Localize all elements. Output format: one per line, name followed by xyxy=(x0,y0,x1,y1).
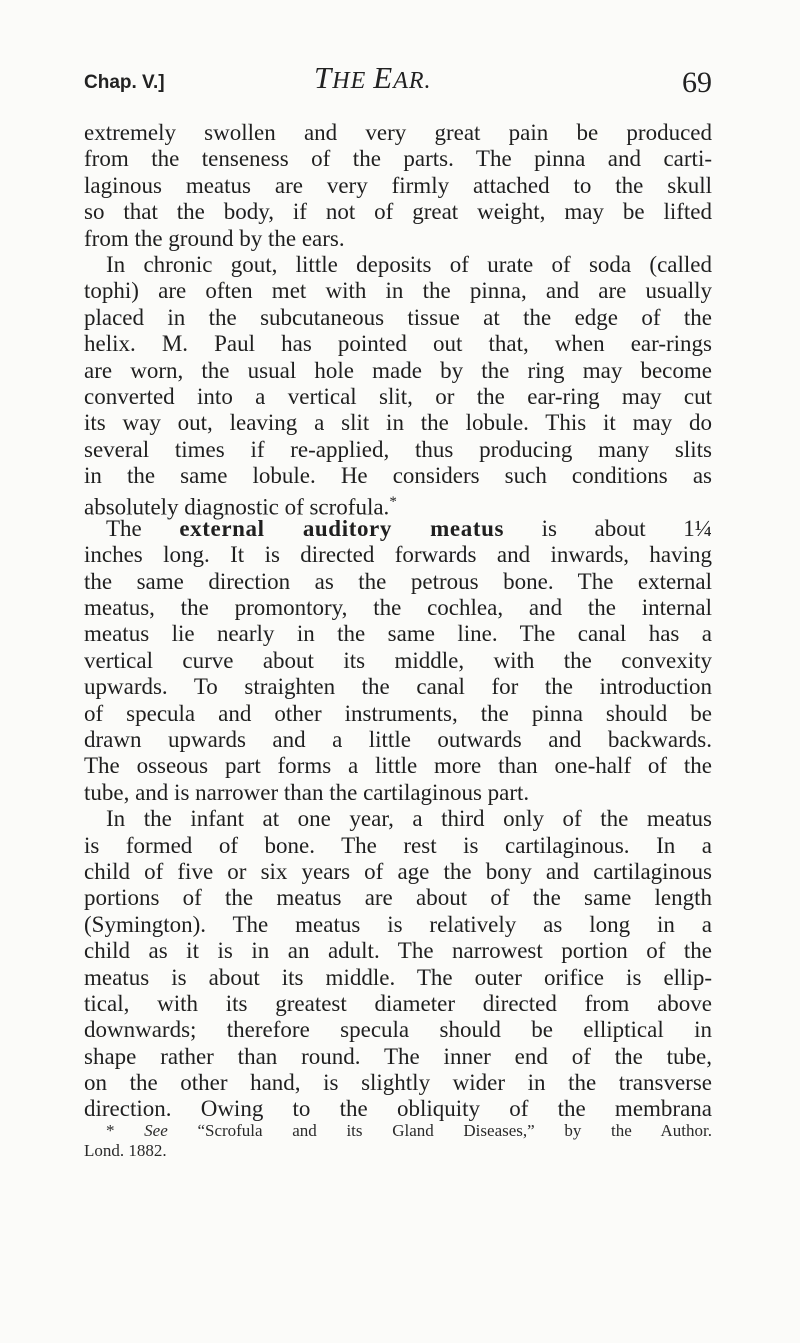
text-line: tophi) are often met with in the pinna, and are usually xyxy=(84,278,712,304)
text-line: is formed of bone. The rest is cartilaginous. In a xyxy=(84,832,712,858)
footnote-marker: * xyxy=(389,494,397,511)
text-line: meatus is about its middle. The outer orifice is ellip- xyxy=(84,964,712,990)
text-line: in the same lobule. He considers such conditions as xyxy=(84,463,712,489)
text-line: converted into a vertical slit, or the ear-ring may cut xyxy=(84,383,712,409)
text-line: The external auditory meatus is about 1¼ xyxy=(106,515,712,541)
chapter-label: Chap. V.] xyxy=(84,72,165,93)
running-header xyxy=(84,60,712,106)
text-line: In chronic gout, little deposits of urate of soda (called xyxy=(106,251,712,277)
text-line: several times if re-applied, thus producing many slits xyxy=(84,436,712,462)
text-line: direction. Owing to the obliquity of the membrana xyxy=(84,1096,712,1122)
text-line: so that the body, if not of great weight, may be lifted xyxy=(84,199,712,225)
text-line: placed in the subcutaneous tissue at the edge of the xyxy=(84,304,712,330)
text-line: on the other hand, is slightly wider in the transverse xyxy=(84,1070,712,1096)
text-line: tube, and is narrower than the cartilaginous part. xyxy=(84,779,530,805)
text-line: The osseous part forms a little more than one-half of the xyxy=(84,753,712,779)
text-line: shape rather than round. The inner end of the tube, xyxy=(84,1043,712,1069)
text-line: portions of the meatus are about of the same length xyxy=(84,885,712,911)
text-line: extremely swollen and very great pain be produced xyxy=(84,120,712,145)
page-number: 69 xyxy=(682,66,712,99)
text-line: (Symington). The meatus is relatively as long in a xyxy=(84,911,712,937)
text-line: meatus, the promontory, the cochlea, and the internal xyxy=(84,595,712,621)
text-line: helix. M. Paul has pointed out that, when ear-rings xyxy=(84,331,712,357)
text-line: its way out, leaving a slit in the lobule. This it may do xyxy=(84,410,712,436)
text-line: the same direction as the petrous bone. The external xyxy=(84,568,712,594)
footnote-line: Lond. 1882. xyxy=(84,1141,167,1160)
text-line: are worn, the usual hole made by the ring may become xyxy=(84,357,712,383)
text-line: laginous meatus are very firmly attached to the skull xyxy=(84,172,712,198)
text-line: from the ground by the ears. xyxy=(84,225,345,251)
text-line: downwards; therefore specula should be elliptical in xyxy=(84,1017,712,1043)
text-line: from the tenseness of the parts. The pinna and carti- xyxy=(84,146,712,172)
text-line: drawn upwards and a little outwards and backwards. xyxy=(84,726,712,752)
body-text xyxy=(84,120,712,1123)
text-line: vertical curve about its middle, with the convexity xyxy=(84,647,712,673)
text-line: absolutely diagnostic of scrofula.* xyxy=(84,494,397,521)
text-line: tical, with its greatest diameter directed from above xyxy=(84,990,712,1016)
footnote-marker: * xyxy=(106,1121,115,1140)
bold-term: external auditory meatus xyxy=(179,515,505,541)
text-line: child of five or six years of age the bony and cartilaginous xyxy=(84,858,712,884)
running-title: THE EAR. xyxy=(314,60,432,95)
text-line: of specula and other instruments, the pinna should be xyxy=(84,700,712,726)
footnote-line: * See “Scrofula and its Gland Diseases,” by the Author. xyxy=(106,1121,713,1140)
text-line: In the infant at one year, a third only of the meatus xyxy=(106,806,712,832)
text-line: inches long. It is directed forwards and inwards, having xyxy=(84,542,712,568)
text-line: child as it is in an adult. The narrowest portion of the xyxy=(84,938,712,964)
text-line: upwards. To straighten the canal for the introduction xyxy=(84,674,712,700)
footnote xyxy=(84,1121,712,1161)
text-line: meatus lie nearly in the same line. The canal has a xyxy=(84,621,712,647)
